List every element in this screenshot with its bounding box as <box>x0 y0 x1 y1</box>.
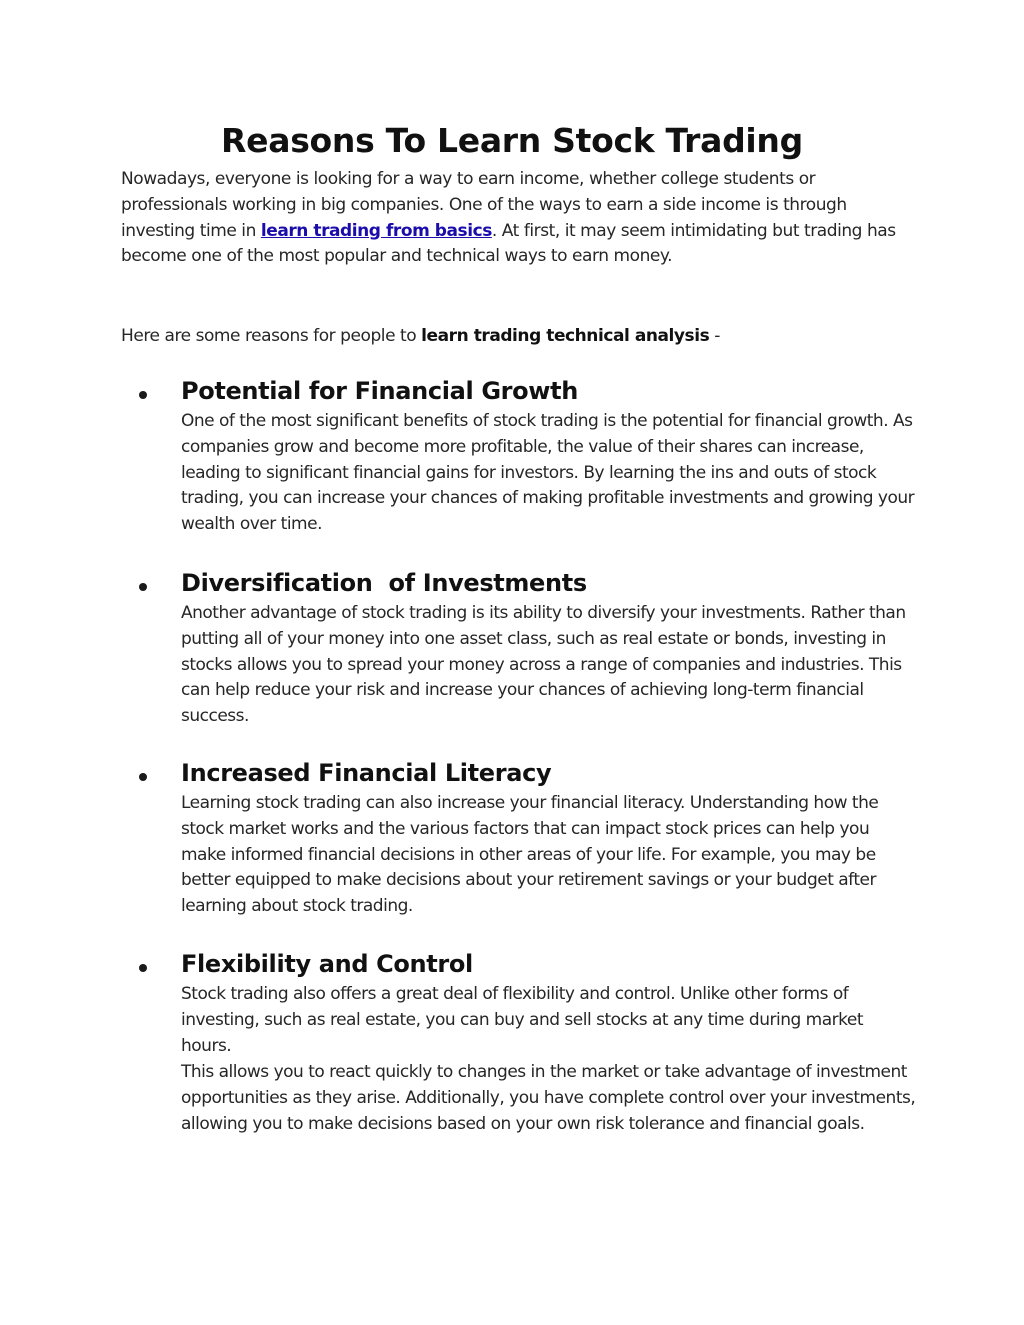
learn-trading-link[interactable]: learn trading from basics <box>260 220 492 241</box>
section-heading: Increased Financial Literacy <box>181 759 552 787</box>
section-body: Learning stock trading can also increase your financial literacy. Understanding how the stock market works and the various factors that can impact stock prices can help you make informed financial decisions in other areas of your life. For example, you may be better equipped to make decisions about your retirement savings or your budget after learning about stock trading. <box>181 793 879 917</box>
bullet-icon <box>139 583 147 591</box>
lead-bold-text: learn trading technical analysis <box>421 326 710 346</box>
lead-text-after: - <box>709 326 720 346</box>
intro-text-before-link: Nowadays, everyone is looking for a way to earn income, whether college students or professionals working in big companies. One of the ways to earn a side income is through investing time in <box>121 169 847 241</box>
section-body-continued: This allows you to react quickly to changes in the market or take advantage of investment opportunities as they arise. Additionally, you have complete control over your investments, allowing you to make decisions based on your own risk tolerance and financial goals. <box>181 1062 916 1134</box>
bullet-icon <box>139 964 147 972</box>
section-body: One of the most significant benefits of stock trading is the potential for financial growth. As companies grow and become more profitable, the value of their shares can increase, leading to significant financial gains for investors. By learning the ins and outs of stock trading, you can increase your chances of making profitable investments and growing your wealth over time. <box>181 411 915 535</box>
bullet-icon <box>139 773 147 781</box>
section-heading: Potential for Financial Growth <box>181 377 578 405</box>
intro-paragraph <box>121 167 921 270</box>
page-title: Reasons To Learn Stock Trading <box>221 121 803 160</box>
section-heading: Diversification of Investments <box>181 569 587 597</box>
intro-text-after-link: . At first, it may seem intimidating but trading has become one of the most popular and technical ways to earn money. <box>121 220 896 267</box>
section-body: Another advantage of stock trading is its ability to diversify your investments. Rather than putting all of your money into one asset class, such as real estate or bonds, investing in stocks allows you to spread your money across a range of companies and industries. This can help reduce your risk and increase your chances of achieving long-term financial success. <box>181 603 906 727</box>
section-body: Stock trading also offers a great deal of flexibility and control. Unlike other forms of investing, such as real estate, you can buy and sell stocks at any time during market hours. <box>181 984 863 1056</box>
section-heading: Flexibility and Control <box>181 950 473 978</box>
lead-text-before: Here are some reasons for people to <box>121 326 422 346</box>
bullet-icon <box>139 391 147 399</box>
lead-paragraph <box>121 323 921 349</box>
